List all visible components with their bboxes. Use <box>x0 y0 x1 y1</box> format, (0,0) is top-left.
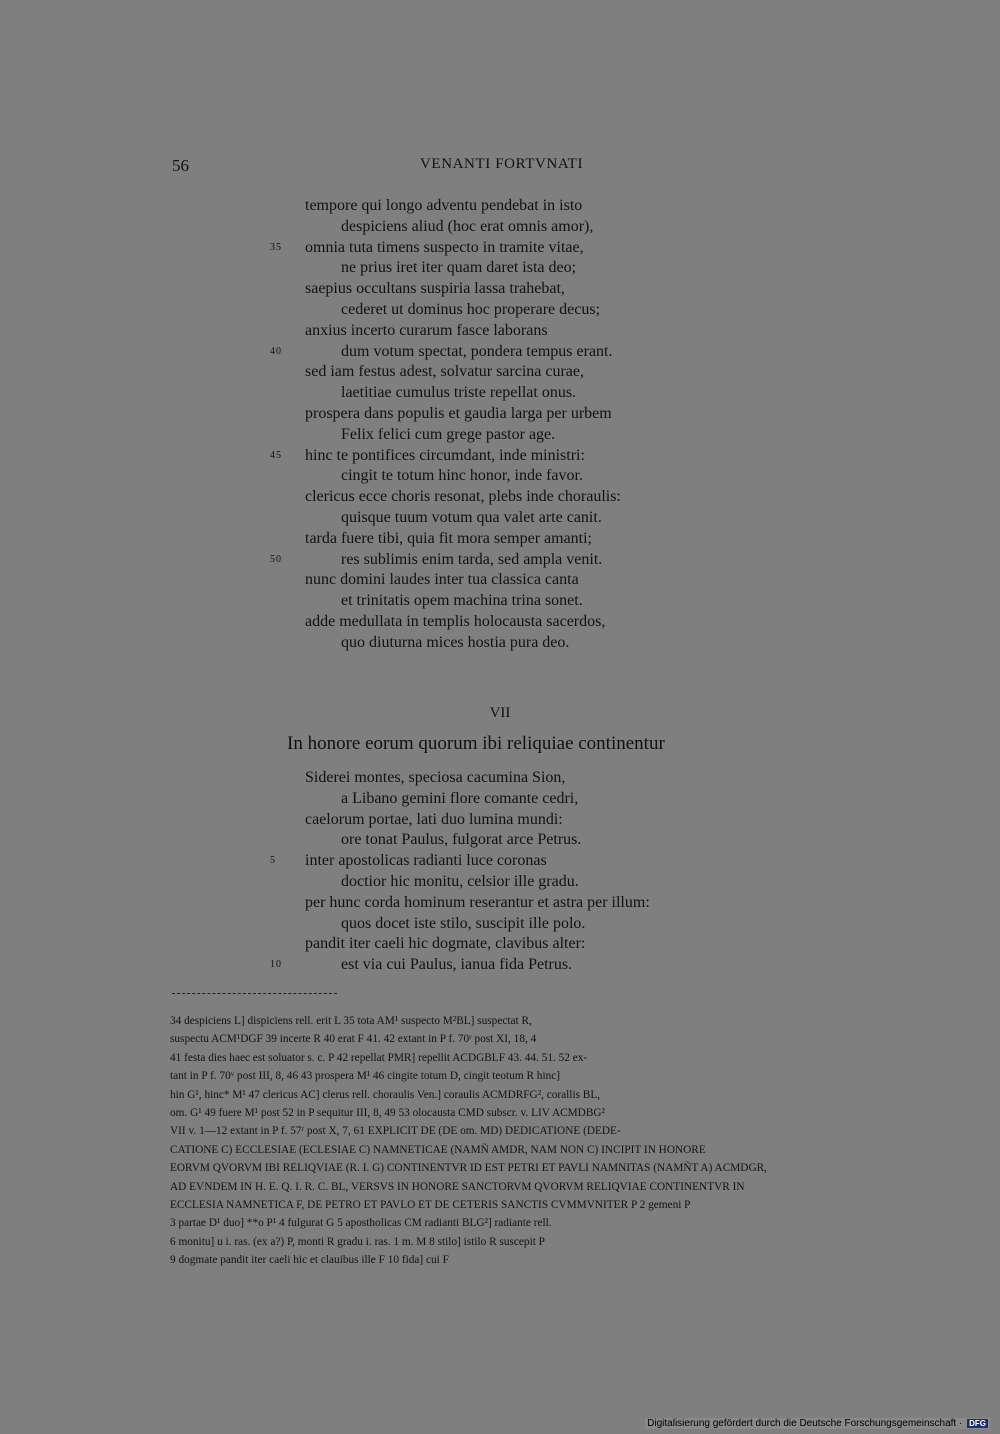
apparatus-line: om. G¹ 49 fuere M¹ post 52 in P sequitur III, 8, 49 53 olocausta CMD subscr. v. LIV ACMDBG² <box>170 1106 605 1119</box>
running-title: VENANTI FORTVNATI <box>420 156 584 172</box>
verse-text: cingit te totum hinc honor, inde favor. <box>341 467 583 485</box>
verse-line <box>305 872 745 893</box>
verse-text: quisque tuum votum qua valet arte canit. <box>341 508 602 526</box>
verse-line <box>305 466 745 487</box>
verse-line <box>305 217 745 238</box>
dfg-banner[interactable]: Digitalisierung gefördert durch die Deutsche Forschungsgemeinschaft · DFG <box>645 1418 990 1429</box>
verse-line <box>305 914 745 935</box>
line-number: 10 <box>270 959 282 971</box>
verse-text: dum votum spectat, pondera tempus erant. <box>341 342 613 360</box>
apparatus-line: VII v. 1—12 extant in P f. 57ʳ post X, 7, 61 EXPLICIT DE (DE om. MD) DEDICATIONE (DEDE- <box>170 1125 621 1138</box>
verse-text: prospera dans populis et gaudia larga per urbem <box>305 404 612 422</box>
verse-line <box>270 851 745 872</box>
verse-text: res sublimis enim tarda, sed ampla venit. <box>341 550 603 568</box>
verse-text: nunc domini laudes inter tua classica canta <box>305 571 579 589</box>
verse-text: quo diuturna mices hostia pura deo. <box>341 633 570 651</box>
verse-line <box>305 529 745 550</box>
verse-text: pandit iter caeli hic dogmate, clavibus alter: <box>305 935 586 953</box>
line-number: 50 <box>270 553 282 565</box>
verse-line <box>305 570 745 591</box>
verse-line <box>305 404 745 425</box>
verse-line <box>270 238 745 259</box>
verse-line <box>305 487 745 508</box>
verse-text: sed iam festus adest, solvatur sarcina curae, <box>305 363 585 381</box>
apparatus-line: AD EVNDEM IN H. E. Q. I. R. C. BL, VERSVS IN HONORE SANCTORVM QVORVM RELIQVIAE CONTINENTVR IN <box>170 1180 745 1193</box>
verse-line <box>305 768 745 789</box>
verse-line <box>305 633 745 654</box>
verse-text: tempore qui longo adventu pendebat in isto <box>305 197 583 214</box>
verse-line <box>270 342 745 363</box>
apparatus-line: suspectu ACM¹DGF 39 incerte R 40 erat F 41. 42 extant in P f. 70ʳ post XI, 18, 4 <box>170 1033 537 1046</box>
verse-text: quos docet iste stilo, suscipit ille polo. <box>341 914 586 932</box>
line-number: 40 <box>270 345 282 357</box>
verse-line <box>305 893 745 914</box>
verse-line <box>305 789 745 810</box>
critical-apparatus <box>170 1012 834 1269</box>
verse-text: Felix felici cum grege pastor age. <box>341 425 556 443</box>
verse-text: laetitiae cumulus triste repellat onus. <box>341 384 577 402</box>
verse-line <box>305 830 745 851</box>
verse-text: anxius incerto curarum fasce laborans <box>305 321 548 339</box>
apparatus-line: 6 monitu] u i. ras. (ex a?) P, monti R gradu i. ras. 1 m. M 8 stilo] istilo R suscepit P <box>170 1235 545 1248</box>
poem-vii <box>270 768 745 976</box>
verse-line <box>305 258 745 279</box>
verse-line <box>305 321 745 342</box>
verse-line <box>305 425 745 446</box>
verse-text: caelorum portae, lati duo lumina mundi: <box>305 810 563 828</box>
verse-text: ore tonat Paulus, fulgorat arce Petrus. <box>341 831 582 849</box>
verse-text: est via cui Paulus, ianua fida Petrus. <box>341 956 573 974</box>
verse-line <box>305 612 745 633</box>
line-number: 5 <box>270 855 276 867</box>
line-number: 45 <box>270 449 282 461</box>
verse-line <box>270 955 745 976</box>
apparatus-line: 34 despiciens L] dispiciens rell. erit L 35 tota AM¹ suspecto M²BL] suspectat R, <box>170 1015 532 1027</box>
verse-text: adde medullata in templis holocausta sacerdos, <box>305 612 606 630</box>
verse-text: Siderei montes, speciosa cacumina Sion, <box>305 769 566 786</box>
apparatus-line: tant in P f. 70ᵛ post III, 8, 46 43 prospera M¹ 46 cingite totum D, cingit teotum R hinc] <box>170 1070 561 1083</box>
apparatus-line: EORVM QVORVM IBI RELIQVIAE (R. I. G) CONTINENTVR ID EST PETRI ET PAVLI NAMNITAS (NAMÑT A) ACMDGR, <box>170 1162 767 1175</box>
section-title: In honore eorum quorum ibi reliquiae continentur <box>287 733 665 754</box>
verse-line <box>305 508 745 529</box>
verse-line <box>305 934 745 955</box>
verse-text: tarda fuere tibi, quia fit mora semper amanti; <box>305 529 592 547</box>
verse-line <box>305 279 745 300</box>
verse-text: clericus ecce choris resonat, plebs inde choraulis: <box>305 488 621 506</box>
verse-text: saepius occultans suspiria lassa trahebat, <box>305 280 565 298</box>
verse-text: cederet ut dominus hoc properare decus; <box>341 300 601 318</box>
apparatus-line: ECCLESIA NAMNETICA F, DE PETRO ET PAVLO ET DE CETERIS SANCTIS CVMMVNITER P 2 gemeni P <box>170 1198 691 1211</box>
verse-text: ne prius iret iter quam daret ista deo; <box>341 259 577 277</box>
verse-text: hinc te pontifices circumdant, inde ministri: <box>305 446 585 464</box>
verse-text: a Libano gemini flore comante cedri, <box>341 789 579 807</box>
verse-line <box>305 383 745 404</box>
apparatus-line: 41 festa dies haec est soluator s. c. P 42 repellat PMR] repellit ACDGBLF 43. 44. 51. 52 ex- <box>170 1051 588 1064</box>
verse-line <box>270 446 745 467</box>
line-number: 35 <box>270 241 282 253</box>
verse-text: et trinitatis opem machina trina sonet. <box>341 592 583 610</box>
verse-line <box>305 591 745 612</box>
apparatus-line: CATIONE C) ECCLESIAE (ECLESIAE C) NAMNETICAE (NAMÑ AMDR, NAM NON C) INCIPIT IN HONORE <box>170 1143 706 1156</box>
apparatus-line: 3 partae D¹ duo] **o P¹ 4 fulgurat G 5 apostholicas CM radianti BLG²] radiante rell. <box>170 1217 552 1230</box>
apparatus-line: 9 dogmate pandit iter caeli hic et clauibus ille F 10 fida] cui F <box>170 1254 449 1267</box>
verse-text: doctior hic monitu, celsior ille gradu. <box>341 872 579 890</box>
poem-continuation <box>270 196 745 654</box>
page-number: 56 <box>172 156 189 175</box>
verse-text: inter apostolicas radianti luce coronas <box>305 852 547 870</box>
section-number: VII <box>489 705 511 721</box>
verse-line <box>305 362 745 383</box>
verse-line <box>305 810 745 831</box>
footnote-rule <box>172 993 337 994</box>
verse-line <box>305 196 745 217</box>
verse-line <box>305 300 745 321</box>
apparatus-line: hin G¹, hinc* M¹ 47 clericus AC] clerus rell. choraulis Ven.] coraulis ACMDRFG², corallis BL, <box>170 1088 601 1101</box>
dfg-banner-text: Digitalisierung gefördert durch die Deutsche Forschungsgemeinschaft <box>647 1418 957 1429</box>
verse-text: despiciens aliud (hoc erat omnis amor), <box>341 217 594 235</box>
verse-text: omnia tuta timens suspecto in tramite vitae, <box>305 238 584 256</box>
verse-line <box>270 550 745 571</box>
verse-text: per hunc corda hominum reserantur et astra per illum: <box>305 893 650 911</box>
dfg-logo: DFG <box>969 1419 986 1428</box>
